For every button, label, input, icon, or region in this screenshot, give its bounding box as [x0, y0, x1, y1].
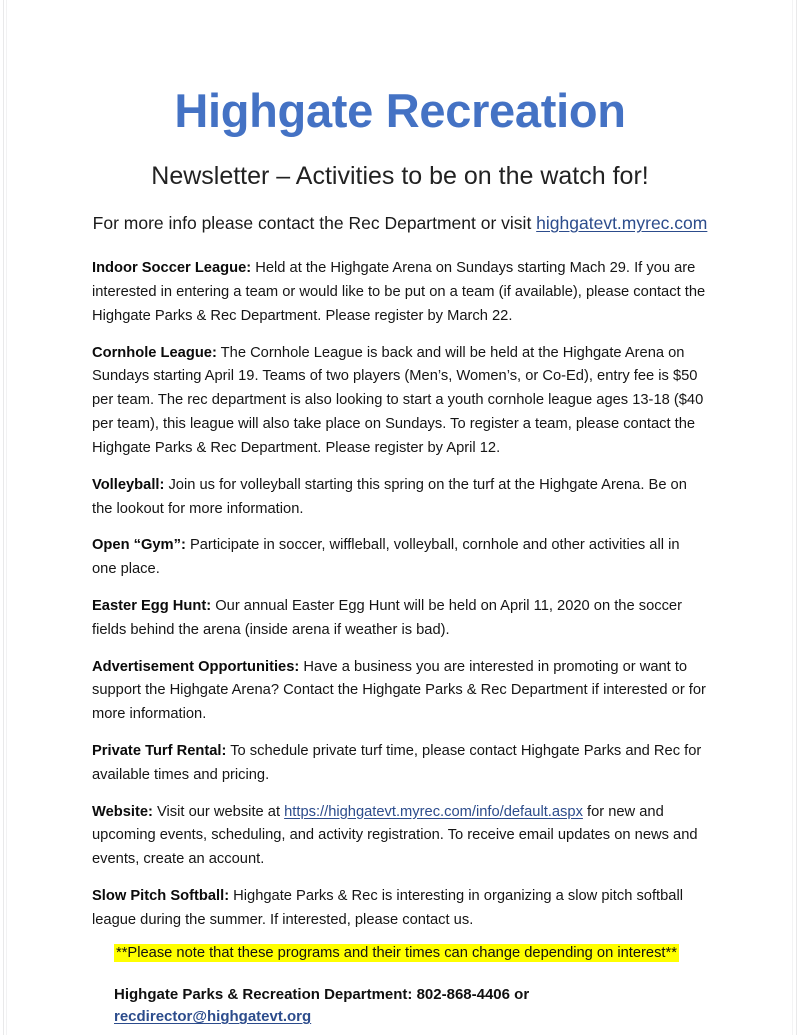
section-body-cornhole-league: The Cornhole League is back and will be held at the Highgate Arena on Sundays starting April 19. Teams of two players (Men’s, Women’s, or Co-Ed), entry fee is $50 per team. The rec department is also looking to start a youth cornhole league ages 13-18 ($40 per team), this league will also take place on Sundays. To register a team, please contact the Highgate Parks & Rec Department. Please register by April 12.: [92, 344, 704, 456]
section-lead-cornhole-league: Cornhole League:: [92, 344, 217, 361]
section-body-advertisement-opportunities: Have a business you are interested in promoting or want to support the Highgate Arena? Contact the Highgate Parks & Rec Department if interested or for more information.: [92, 658, 706, 723]
section-body-private-turf-rental: To schedule private turf time, please contact Highgate Parks and Rec for available times and pricing.: [92, 743, 702, 783]
section-lead-private-turf-rental: Private Turf Rental:: [92, 743, 227, 760]
website-link-full[interactable]: https://highgatevt.myrec.com/info/default.aspx: [284, 803, 583, 820]
section-body-open-gym: Participate in soccer, wiffleball, volleyball, cornhole and other activities all in one place.: [92, 537, 680, 578]
section-easter-egg-hunt: [92, 595, 708, 643]
section-slow-pitch-softball: [92, 885, 708, 933]
contact-info-line: [92, 191, 708, 235]
section-body-website-after-link: for new and upcoming events, scheduling, and activity registration. To receive email updates on news and events, create an account.: [92, 803, 698, 868]
section-body-slow-pitch-softball: Highgate Parks & Rec is interesting in organizing a slow pitch softball league during the summer. If interested, please contact us.: [92, 888, 684, 928]
highlighted-note: **Please note that these programs and their times can change depending on interest**: [116, 944, 677, 961]
section-body-website-before-link: Visit our website at: [152, 803, 285, 820]
section-lead-easter-egg-hunt: Easter Egg Hunt:: [92, 597, 212, 614]
section-private-turf-rental: [92, 740, 708, 788]
section-open-gym: [92, 534, 708, 582]
section-cornhole-league: [92, 342, 708, 461]
section-body-volleyball: Join us for volleyball starting this spring on the turf at the Highgate Arena. Be on the lookout for more information.: [92, 476, 687, 517]
section-body-indoor-soccer-league: Held at the Highgate Arena on Sundays starting Mach 29. If you are interested in entering a team or would like to be put on a team (if available), please contact the Highgate Parks & Rec Department. Please register by March 22.: [92, 260, 706, 324]
page-title: Highgate Recreation: [174, 84, 626, 137]
section-lead-advertisement-opportunities: Advertisement Opportunities:: [92, 658, 300, 675]
sections-container: [92, 235, 708, 933]
section-website: [92, 801, 708, 872]
footer-contact-text: Highgate Parks & Recreation Department: 802-868-4406 or: [114, 985, 530, 1003]
highlighted-note-row: [92, 933, 708, 966]
section-lead-website: Website:: [92, 803, 153, 820]
section-lead-volleyball: Volleyball:: [92, 476, 165, 493]
section-lead-slow-pitch-softball: Slow Pitch Softball:: [92, 888, 230, 905]
section-lead-indoor-soccer-league: Indoor Soccer League:: [92, 260, 252, 277]
contact-info-text: For more info please contact the Rec Department or visit: [92, 213, 537, 234]
page-subtitle: Newsletter – Activities to be on the watch for!: [151, 162, 649, 191]
footer-contact-line: [92, 966, 708, 1029]
section-volleyball: [92, 474, 708, 522]
email-link[interactable]: recdirector@highgatevt.org: [114, 1008, 312, 1026]
website-link-short[interactable]: highgatevt.myrec.com: [536, 213, 708, 234]
section-indoor-soccer-league: [92, 257, 708, 328]
section-body-easter-egg-hunt: Our annual Easter Egg Hunt will be held on April 11, 2020 on the soccer fields behind the arena (inside arena if weather is bad).: [92, 597, 682, 638]
section-advertisement-opportunities: [92, 656, 708, 727]
section-lead-open-gym: Open “Gym”:: [92, 537, 186, 554]
